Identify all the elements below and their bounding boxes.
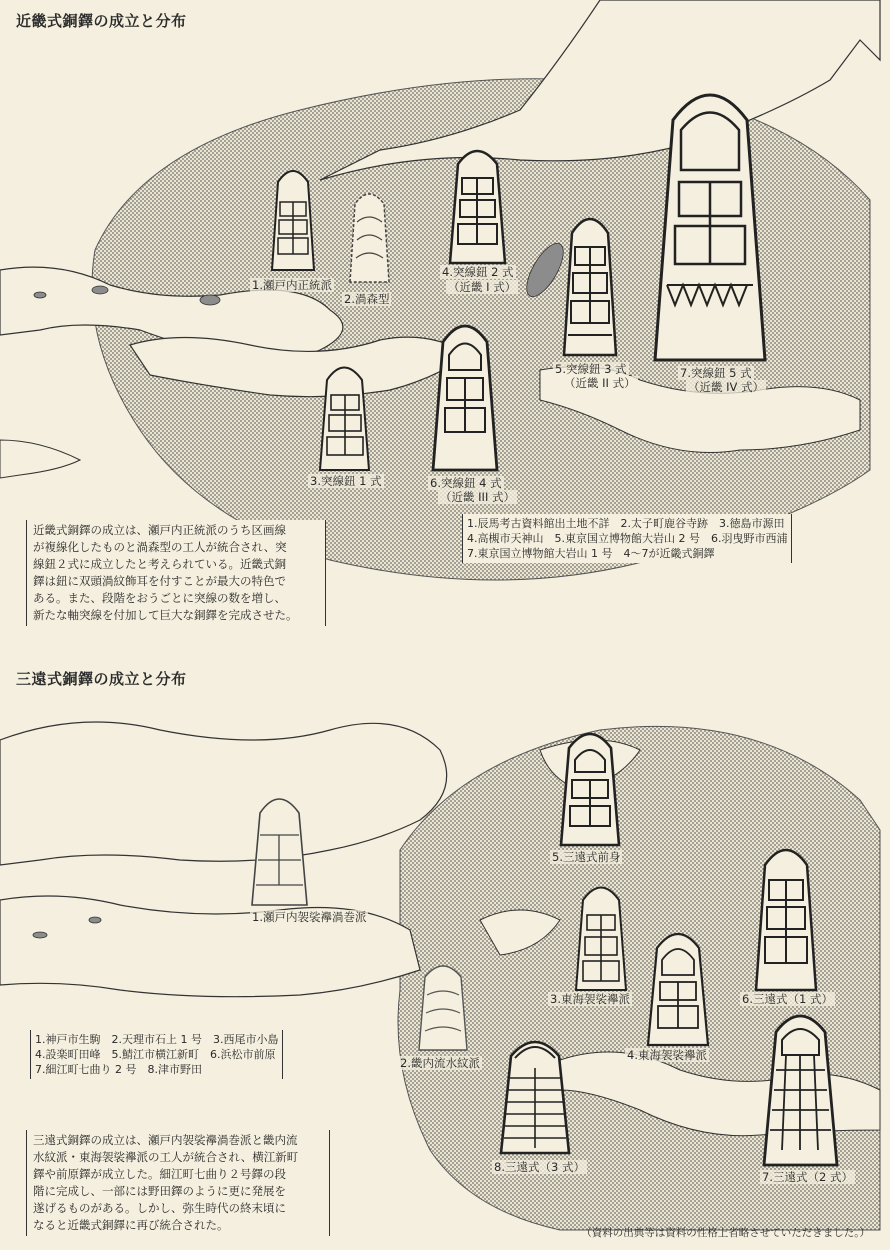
- source-line: 1.辰馬考古資料館出土地不詳 2.太子町鹿谷寺跡 3.徳島市源田: [467, 517, 785, 530]
- label-sanen-8: 8.三遠式（3 式）: [494, 1160, 585, 1174]
- bell-sanen-6: [750, 835, 822, 995]
- source-line: 1.神戸市生駒 2.天理市石上 1 号 3.西尾市小島: [35, 1033, 279, 1046]
- note-line: 階に完成し、一部には野田鐸のように更に発展を: [33, 1184, 286, 1198]
- label-kinki-5a: 5.突線鈕 3 式: [555, 362, 627, 376]
- bell-kinki-5: [558, 205, 623, 360]
- note-line: 鐸は鈕に双頭渦紋飾耳を付すことが最大の特色で: [33, 574, 286, 588]
- label-sanen-2: 2.畿内流水紋派: [400, 1056, 480, 1070]
- note-sanen: [26, 1130, 330, 1236]
- bell-kinki-2: [342, 182, 397, 287]
- label-kinki-1: 1.瀬戸内正統派: [252, 278, 332, 292]
- label-kinki-2: 2.渦森型: [344, 292, 390, 306]
- bell-kinki-7: [645, 70, 775, 365]
- label-kinki-4b: （近畿 I 式）: [448, 280, 517, 294]
- label-kinki-4a: 4.突線鈕 2 式: [442, 265, 514, 279]
- bell-kinki-3: [312, 355, 377, 475]
- label-sanen-1: 1.瀬戸内袈裟襷渦巻派: [252, 910, 367, 924]
- label-kinki-6b: （近畿 III 式）: [440, 490, 515, 504]
- section-title-sanen: 三遠式銅鐸の成立と分布: [16, 670, 187, 688]
- bell-sanen-8: [495, 1028, 575, 1158]
- note-kinki: [26, 520, 326, 626]
- label-kinki-3: 3.突線鈕 1 式: [310, 474, 382, 488]
- note-line: 鐸や前原鐸が成立した。細江町七曲り２号鐸の段: [33, 1167, 286, 1181]
- note-line: ある。また、段階をおうごとに突線の数を増し、: [33, 591, 286, 605]
- label-kinki-5b: （近畿 II 式）: [564, 376, 636, 390]
- label-sanen-7: 7.三遠式（2 式）: [762, 1170, 853, 1184]
- note-line: なると近畿式銅鐸に再び統合された。: [33, 1218, 229, 1232]
- label-kinki-7a: 7.突線鈕 5 式: [680, 366, 752, 380]
- bell-sanen-7: [758, 1000, 843, 1170]
- sources-kinki: [462, 514, 792, 563]
- bell-sanen-2: [413, 955, 473, 1055]
- source-line: 7.東京国立博物館大岩山 1 号 4～7が近畿式銅鐸: [467, 547, 715, 560]
- note-line: 線鈕２式に成立したと考えられている。近畿式銅: [33, 557, 286, 571]
- note-line: 近畿式銅鐸の成立は、瀬戸内正統派のうち区画線: [33, 523, 286, 537]
- note-line: 新たな軸突線を付加して巨大な銅鐸を完成させた。: [33, 608, 298, 622]
- note-line: 水紋派・東海袈裟襷派の工人が統合され、横江新町: [33, 1150, 299, 1164]
- sources-sanen: [30, 1030, 283, 1079]
- bell-sanen-1: [242, 785, 317, 910]
- source-line: 7.細江町七曲り 2 号 8.津市野田: [35, 1063, 202, 1076]
- note-line: が複線化したものと渦森型の工人が統合され、突: [33, 540, 287, 554]
- bell-sanen-5: [555, 720, 625, 850]
- source-line: 4.高槻市天神山 5.東京国立博物館大岩山 2 号 6.羽曳野市西浦: [467, 532, 788, 545]
- label-sanen-3: 3.東海袈裟襷派: [550, 992, 630, 1006]
- label-kinki-7b: （近畿 IV 式）: [688, 380, 765, 394]
- bell-sanen-3: [570, 875, 632, 995]
- label-sanen-6: 6.三遠式（1 式）: [742, 992, 833, 1006]
- note-line: 三遠式銅鐸の成立は、瀬戸内袈裟襷渦巻派と畿内流: [33, 1133, 298, 1147]
- label-sanen-4: 4.東海袈裟襷派: [627, 1048, 707, 1062]
- label-kinki-6a: 6.突線鈕 4 式: [430, 476, 502, 490]
- source-line: 4.設楽町田峰 5.鯖江市横江新町 6.浜松市前原: [35, 1048, 276, 1061]
- bell-kinki-4: [440, 138, 515, 268]
- footer-note: （資料の出典等は資料の性格上省略させていただきました。）: [581, 1227, 870, 1239]
- section-title-kinki: 近畿式銅鐸の成立と分布: [16, 12, 187, 30]
- note-line: 遂げるものがある。しかし、弥生時代の終末頃に: [33, 1201, 286, 1215]
- bell-kinki-1: [262, 160, 324, 275]
- bell-sanen-4: [642, 920, 714, 1050]
- bell-kinki-6: [425, 310, 505, 475]
- label-sanen-5: 5.三遠式前身: [552, 850, 621, 864]
